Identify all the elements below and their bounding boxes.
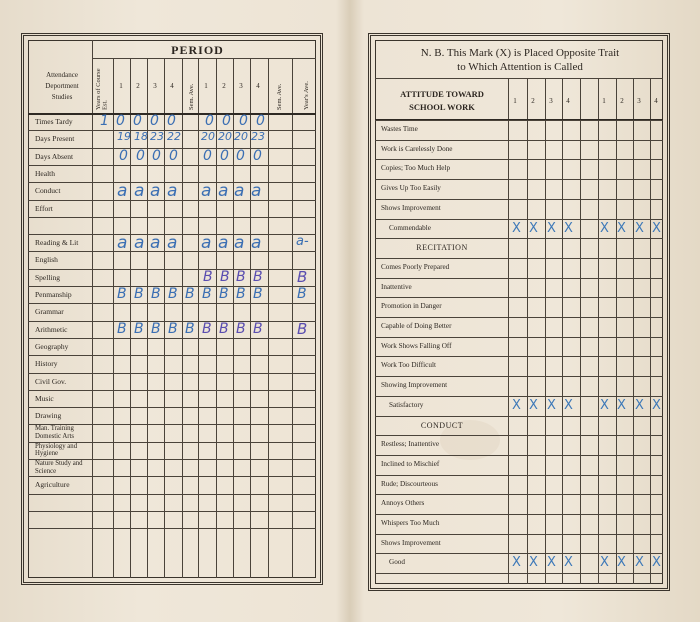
- grade-spelling: B: [220, 268, 230, 285]
- grade-spelling: B: [253, 268, 263, 285]
- grade-absent: 0: [136, 147, 145, 164]
- trait-label: Restless; Inattentive: [381, 440, 440, 449]
- grade-tardy: 0: [205, 113, 214, 129]
- grade-penmanship: B: [236, 286, 246, 302]
- grid-column-line: [292, 58, 293, 578]
- grade-conduct: a: [117, 181, 128, 202]
- grade-penmanship: B: [117, 286, 127, 302]
- trait-label: Work is Carelessly Done: [381, 144, 453, 153]
- traits-row-line: [375, 416, 663, 417]
- period-header-rule: [92, 58, 316, 59]
- grade-penmanship: B: [168, 286, 178, 302]
- grid-column-line: [268, 58, 269, 578]
- traits-row-line: [375, 159, 663, 160]
- subject-label: Nature Study and Science: [35, 460, 83, 475]
- grade-arithmetic: B: [253, 320, 263, 337]
- grade-arithmetic: B: [202, 320, 212, 337]
- period-number: 1: [204, 82, 208, 90]
- subject-label: Times Tardy: [35, 117, 73, 126]
- grid-row-line: [28, 269, 316, 270]
- grade-reading: a: [167, 233, 178, 254]
- x-mark: X: [600, 220, 609, 236]
- grade-tardy: 0: [116, 113, 125, 129]
- trait-label: Work Too Difficult: [381, 361, 436, 370]
- traits-row-line: [375, 435, 663, 436]
- corner-label-attendance: Attendance: [46, 71, 78, 79]
- subject-label: Spelling: [35, 272, 61, 282]
- x-mark: X: [652, 220, 661, 236]
- subject-label: Days Absent: [35, 151, 74, 161]
- traits-row-line: [375, 278, 663, 279]
- trait-period-number: 2: [531, 97, 535, 105]
- grade-present: 20: [201, 130, 215, 144]
- trait-label: Showing Improvement: [381, 381, 448, 390]
- x-mark: X: [617, 397, 626, 413]
- traits-column-line: [598, 78, 599, 584]
- traits-row-line: [375, 179, 663, 180]
- grade-tardy: 0: [167, 113, 176, 129]
- traits-row-line: [375, 120, 663, 121]
- trait-label: Inattentive: [381, 282, 412, 291]
- subject-label: Civil Gov.: [35, 376, 67, 386]
- grade-spelling: B: [236, 268, 246, 285]
- grade-reading-year: a-: [296, 234, 309, 250]
- grade-tardy: 0: [239, 113, 248, 129]
- grade-conduct: a: [201, 181, 212, 202]
- grade-present: 20: [218, 130, 232, 144]
- grade-arithmetic: B: [185, 320, 195, 337]
- trait-label: Gives Up Too Easily: [381, 184, 441, 193]
- traits-row-line: [375, 238, 663, 239]
- trait-period-number: 4: [566, 97, 570, 105]
- corner-label: [34, 70, 90, 103]
- trait-period-number: 3: [637, 97, 641, 105]
- subject-label: Conduct: [35, 186, 61, 196]
- grade-present: 22: [167, 130, 181, 144]
- grade-reading: a: [201, 233, 212, 254]
- traits-column-line: [580, 78, 581, 584]
- recitation-section-title: RECITATION: [416, 243, 468, 253]
- trait-period-number: 1: [602, 97, 606, 105]
- trait-label: Capable of Doing Better: [381, 322, 452, 330]
- grid-column-line: [216, 58, 217, 578]
- x-mark: X: [617, 220, 626, 236]
- trait-label: Good: [389, 558, 405, 567]
- subject-label: Drawing: [35, 411, 62, 421]
- traits-row-line: [375, 475, 663, 476]
- grid-row-line: [28, 217, 316, 218]
- grade-arithmetic: B: [219, 320, 229, 337]
- grade-arithmetic: B: [168, 320, 178, 337]
- grade-penmanship: B: [219, 286, 229, 302]
- grade-absent: 0: [119, 147, 128, 164]
- grid-row-line: [28, 373, 316, 374]
- subject-label: Agriculture: [35, 480, 70, 490]
- grade-penmanship: B: [202, 286, 212, 302]
- years-course-header: Years of Course Est.: [95, 68, 109, 110]
- trait-period-number: 3: [549, 97, 553, 105]
- x-mark: X: [635, 220, 644, 236]
- traits-row-line: [375, 356, 663, 357]
- x-mark: X: [564, 220, 573, 236]
- traits-column-line: [545, 78, 546, 584]
- period-number: 2: [222, 82, 226, 90]
- period-number: 3: [239, 82, 243, 90]
- grid-row-line: [28, 338, 316, 339]
- grade-tardy: 0: [133, 113, 142, 129]
- corner-label-studies: Studies: [51, 93, 73, 101]
- trait-period-number: 4: [654, 97, 658, 105]
- attitude-title-line2: SCHOOL WORK: [409, 102, 475, 112]
- grade-arithmetic: B: [117, 320, 127, 337]
- x-mark: X: [652, 555, 661, 571]
- x-mark: X: [512, 555, 521, 571]
- grade-penmanship: B: [185, 286, 195, 302]
- traits-row-line: [375, 514, 663, 515]
- grid-column-line: [164, 58, 165, 578]
- subject-label: Penmanship: [35, 290, 72, 299]
- attention-note-line1: N. B. This Mark (X) is Placed Opposite Trait: [420, 47, 620, 59]
- grade-reading: a: [134, 233, 145, 254]
- grade-present: 20: [234, 130, 248, 144]
- grade-absent: 0: [152, 147, 161, 164]
- grade-penmanship: B: [253, 286, 263, 302]
- subject-label: Physiology and Hygiene: [35, 442, 78, 458]
- subject-label: Reading & Lit: [35, 238, 79, 248]
- attitude-title-line1: ATTITUDE TOWARD: [400, 89, 484, 99]
- x-mark: X: [547, 397, 556, 413]
- x-mark: X: [635, 555, 644, 571]
- grade-reading: a: [251, 233, 262, 254]
- traits-row-line: [375, 297, 663, 298]
- years-ave-header: Year's Ave.: [303, 81, 310, 110]
- grade-tardy: 0: [256, 113, 265, 129]
- traits-column-line: [562, 78, 563, 584]
- trait-label: Commendable: [389, 223, 431, 232]
- x-mark: X: [600, 555, 609, 571]
- grade-arithmetic-year: B: [297, 319, 308, 338]
- traits-column-line: [527, 78, 528, 584]
- x-mark: X: [547, 220, 556, 236]
- grid-row-line: [28, 355, 316, 356]
- traits-column-line: [633, 78, 634, 584]
- subject-label: Days Present: [35, 134, 75, 144]
- subject-label: Effort: [35, 203, 53, 213]
- x-mark: X: [529, 397, 538, 413]
- period-number: 4: [256, 82, 260, 90]
- trait-period-number: 1: [513, 97, 517, 105]
- traits-row-line: [375, 494, 663, 495]
- x-mark: X: [529, 555, 538, 571]
- grid-row-line: [28, 165, 316, 166]
- attitude-section-title: [378, 88, 506, 114]
- grade-conduct: a: [218, 181, 229, 202]
- traits-row-line: [375, 534, 663, 535]
- grade-absent: 0: [253, 147, 262, 164]
- trait-label: Work Shows Falling Off: [381, 341, 452, 350]
- trait-label: Satisfactory: [389, 400, 424, 409]
- x-mark: X: [600, 397, 609, 413]
- trait-label: Inclined to Mischief: [381, 459, 440, 468]
- traits-top-rule: [375, 78, 663, 79]
- grade-tardy: 1: [100, 113, 109, 129]
- grid-row-line: [28, 528, 316, 529]
- subject-label: Geography: [35, 341, 69, 351]
- traits-row-line: [375, 376, 663, 377]
- attention-note-line2: to Which Attention is Called: [457, 61, 583, 73]
- grade-conduct: a: [150, 181, 161, 202]
- grade-spelling-year: B: [297, 267, 308, 286]
- trait-label: Rude; Discourteous: [381, 479, 438, 488]
- x-mark: X: [512, 397, 521, 413]
- grade-absent: 0: [220, 147, 229, 164]
- corner-label-deportment: Deportment: [45, 82, 79, 90]
- x-mark: X: [529, 220, 538, 236]
- x-mark: X: [547, 555, 556, 571]
- grid-column-line: [182, 58, 183, 578]
- trait-label: Shows Improvement: [381, 538, 441, 547]
- grade-reading: a: [234, 233, 245, 254]
- grade-arithmetic: B: [151, 320, 161, 337]
- traits-row-line: [375, 455, 663, 456]
- grade-penmanship: B: [151, 286, 161, 302]
- period-number: 4: [170, 82, 174, 90]
- traits-row-line: [375, 553, 663, 554]
- grade-reading: a: [117, 233, 128, 254]
- traits-column-line: [616, 78, 617, 584]
- grade-present: 19: [117, 130, 131, 144]
- grade-present: 18: [134, 130, 148, 144]
- grade-tardy: 0: [222, 113, 231, 129]
- grade-reading: a: [218, 233, 229, 254]
- traits-row-line: [375, 219, 663, 220]
- x-mark: X: [652, 397, 661, 413]
- grid-column-line: [92, 40, 93, 578]
- grid-row-line: [28, 511, 316, 512]
- sem-ave-header-2: Sem. Ave.: [276, 83, 283, 110]
- period-title: PERIOD: [171, 43, 224, 57]
- subject-label: Man. Training Domestic Arts: [35, 425, 75, 440]
- x-mark: X: [512, 220, 521, 236]
- x-mark: X: [635, 397, 644, 413]
- grade-penmanship-year: B: [297, 286, 307, 302]
- grid-row-line: [28, 494, 316, 495]
- grade-arithmetic: B: [236, 320, 246, 337]
- traits-row-line: [375, 258, 663, 259]
- traits-row-line: [375, 396, 663, 397]
- grade-tardy: 0: [150, 113, 159, 129]
- trait-label: Shows Improvement: [381, 203, 441, 212]
- x-mark: X: [564, 397, 573, 413]
- grade-absent: 0: [169, 147, 178, 164]
- period-number: 1: [119, 82, 123, 90]
- grid-column-line: [198, 58, 199, 578]
- x-mark: X: [564, 555, 573, 571]
- traits-row-line: [375, 140, 663, 141]
- grid-row-line: [28, 407, 316, 408]
- period-number: 2: [136, 82, 140, 90]
- subject-label: Grammar: [35, 307, 64, 317]
- trait-label: Comes Poorly Prepared: [381, 262, 450, 271]
- grid-column-line: [113, 58, 114, 578]
- grid-row-line: [28, 476, 316, 477]
- grade-conduct: a: [251, 181, 262, 202]
- trait-label: Annoys Others: [381, 499, 425, 508]
- trait-label: Wastes Time: [381, 125, 418, 133]
- sem-ave-header-1: Sem. Ave.: [188, 83, 195, 110]
- period-number: 3: [153, 82, 157, 90]
- subject-label: Arithmetic: [35, 324, 68, 334]
- grade-conduct: a: [167, 181, 178, 202]
- grid-row-line: [28, 303, 316, 304]
- attention-note: [372, 46, 668, 74]
- traits-column-line: [508, 78, 509, 584]
- traits-row-line: [375, 199, 663, 200]
- grade-present: 23: [251, 130, 265, 144]
- grade-absent: 0: [236, 147, 245, 164]
- grade-absent: 0: [203, 147, 212, 164]
- grid-row-line: [28, 390, 316, 391]
- grade-spelling: B: [203, 268, 213, 285]
- x-mark: X: [617, 555, 626, 571]
- grade-conduct: a: [134, 181, 145, 202]
- subject-label: History: [35, 359, 58, 369]
- subject-label: Music: [35, 393, 54, 403]
- traits-row-line: [375, 317, 663, 318]
- grade-conduct: a: [234, 181, 245, 202]
- trait-label: Promotion in Danger: [381, 302, 442, 311]
- grade-present: 23: [150, 130, 164, 144]
- subject-label: English: [35, 255, 58, 265]
- subject-label: Health: [35, 168, 55, 178]
- traits-row-line: [375, 337, 663, 338]
- grade-arithmetic: B: [134, 320, 144, 337]
- grade-reading: a: [150, 233, 161, 254]
- trait-label: Whispers Too Much: [381, 519, 440, 527]
- conduct-section-title: CONDUCT: [420, 420, 464, 430]
- trait-period-number: 2: [620, 97, 624, 105]
- traits-column-line: [650, 78, 651, 584]
- traits-row-line: [375, 573, 663, 574]
- grade-penmanship: B: [134, 286, 144, 302]
- trait-label: Copies; Too Much Help: [381, 164, 451, 173]
